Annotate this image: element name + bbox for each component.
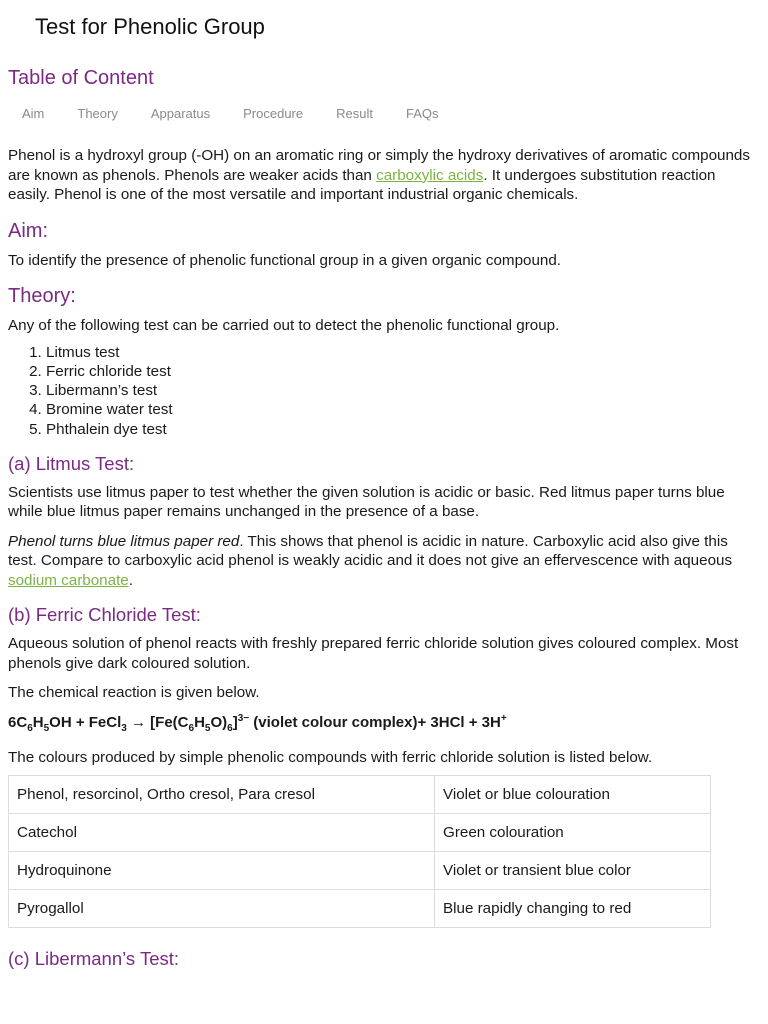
sodium-carbonate-link[interactable]: sodium carbonate: [8, 571, 129, 589]
aim-text: To identify the presence of phenolic functional group in a given organic compound.: [8, 251, 562, 269]
article-content: [8, 146, 756, 978]
intro-paragraph: [8, 146, 756, 205]
list-item: 2. Ferric chloride test: [46, 362, 756, 381]
toc-link-faqs[interactable]: FAQs: [405, 106, 439, 121]
carboxylic-acids-link[interactable]: carboxylic acids: [376, 166, 484, 184]
litmus-heading: (a) Litmus Test:: [8, 452, 135, 474]
litmus-italic-text: Phenol turns blue litmus paper red: [8, 532, 240, 550]
toc-heading: Table of Content: [8, 67, 154, 89]
litmus-paragraph-2: [8, 532, 756, 591]
ferric-paragraph-3: The colours produced by simple phenolic compounds with ferric chloride solution is listed below.: [8, 748, 653, 766]
ferric-paragraph-2: The chemical reaction is given below.: [8, 684, 260, 702]
toc-link-aim[interactable]: Aim: [22, 106, 45, 121]
toc-link-theory[interactable]: Theory: [77, 106, 118, 121]
toc-link-procedure[interactable]: Procedure: [243, 106, 304, 121]
litmus-paragraph-1: Scientists use litmus paper to test whether the given solution is acidic or basic. Red litmus paper turns blue while blue litmus paper remains unchanged in the presence of a base.: [8, 483, 725, 521]
toc-nav: [22, 106, 471, 121]
litmus-text: . This shows that phenol is acidic in nature. Carboxylic acid also give this test. Compare to carboxylic acid phenol is weakly acidic and it does not give an effervescence with aqueous: [8, 532, 733, 570]
litmus-text-end: .: [128, 571, 133, 589]
toc-link-apparatus[interactable]: Apparatus: [150, 106, 211, 121]
page-title: Test for Phenolic Group: [35, 14, 265, 39]
ferric-paragraph-1: Aqueous solution of phenol reacts with freshly prepared ferric chloride solution gives coloured complex. Most phenols give dark coloured solution.: [8, 635, 739, 672]
table-cell: Green colouration: [435, 814, 711, 852]
table-cell: Phenol, resorcinol, Ortho cresol, Para cresol: [9, 776, 435, 814]
table-cell: Blue rapidly changing to red: [435, 890, 711, 928]
ferric-heading: (b) Ferric Chloride Test:: [8, 604, 201, 626]
colour-table: [8, 775, 711, 928]
table-row: [9, 890, 711, 928]
table-row: [9, 852, 711, 890]
theory-heading: Theory:: [8, 285, 76, 307]
table-row: [9, 814, 711, 852]
theory-text: Any of the following test can be carried out to detect the phenolic functional group.: [8, 317, 560, 334]
chemical-equation: $6C_6H_5OH$ + FeCl$_3$ → $[Fe(C_6H_5O)_6]^{3-}$ (violet colour complex)+ 3HCl + 3H+: [8, 712, 507, 734]
table-cell: Catechol: [9, 814, 435, 852]
intro-text: Phenol is a hydroxyl group (-OH) on an aromatic ring or simply the hydroxy derivatives of aromatic compounds are known as phenols. Phenols are weaker acids than: [8, 147, 750, 184]
list-item: 1. Litmus test: [46, 343, 756, 362]
table-cell: Violet or transient blue color: [435, 852, 711, 890]
list-item: 3. Libermann’s test: [46, 381, 756, 400]
list-item: 4. Bromine water test: [46, 400, 756, 419]
aim-heading: Aim:: [8, 219, 48, 242]
toc-link-result[interactable]: Result: [336, 106, 373, 121]
tests-list: [8, 343, 756, 439]
libermann-heading: (c) Libermann’s Test:: [8, 948, 180, 970]
table-cell: Hydroquinone: [9, 852, 435, 890]
intro-text-end: . It undergoes substitution reaction easily. Phenol is one of the most versatile and important industrial organic chemicals.: [8, 166, 716, 203]
list-item: 5. Phthalein dye test: [46, 420, 756, 439]
table-row: [9, 776, 711, 814]
table-cell: Violet or blue colouration: [435, 776, 711, 814]
table-cell: Pyrogallol: [9, 890, 435, 928]
